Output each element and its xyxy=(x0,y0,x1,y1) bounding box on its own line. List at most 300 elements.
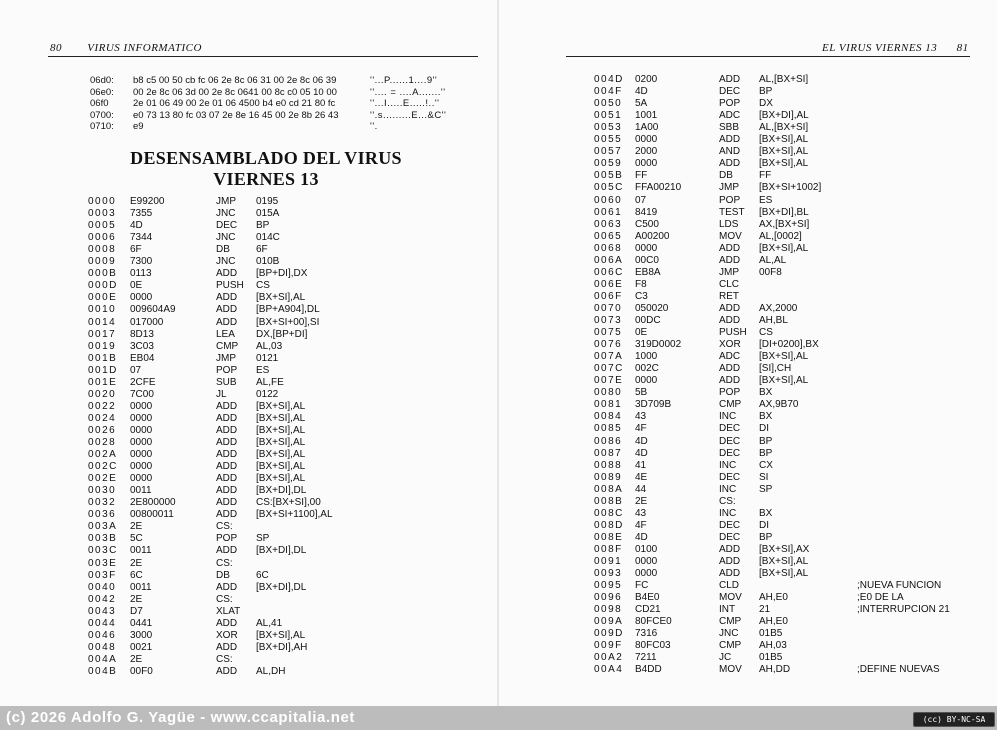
listing-address: 004B xyxy=(88,665,118,677)
listing-address: 009A xyxy=(594,616,624,628)
listing-opcode-bytes: FF xyxy=(635,170,648,182)
listing-mnemonic: LDS xyxy=(719,218,739,230)
listing-mnemonic: ADD xyxy=(216,461,238,473)
listing-mnemonic: SBB xyxy=(719,122,740,134)
listing-opcode-bytes: 319D0002 xyxy=(635,339,682,351)
listing-opcode-bytes: 0E xyxy=(635,327,648,339)
listing-mnemonic: JNC xyxy=(216,256,236,268)
listing-address: 006A xyxy=(594,254,624,266)
listing-opcode-bytes: 8419 xyxy=(635,206,658,218)
listing-opcode-bytes: 7C00 xyxy=(130,388,154,400)
listing-opcode-bytes: 0011 xyxy=(130,545,152,557)
listing-operands: AL,41 xyxy=(256,617,283,629)
license-badge: (cc) BY-NC-SA xyxy=(913,712,995,727)
listing-opcode-bytes: 7316 xyxy=(635,628,658,640)
listing-operands: [BX+SI],AL xyxy=(256,400,306,412)
listing-mnemonic: POP xyxy=(216,364,238,376)
listing-mnemonic: ADD xyxy=(216,665,238,677)
listing-mnemonic: JNC xyxy=(216,232,236,244)
listing-operands: CS xyxy=(256,280,270,292)
listing-operands: DX xyxy=(759,98,773,110)
listing-operands: [BX+DI],DL xyxy=(256,545,307,557)
listing-opcode-bytes: 41 xyxy=(635,459,647,471)
listing-address: 0022 xyxy=(88,400,117,412)
listing-mnemonic: DEC xyxy=(719,519,741,531)
listing-mnemonic: INC xyxy=(719,507,737,519)
listing-address: 0096 xyxy=(594,592,623,604)
listing-mnemonic: INT xyxy=(719,604,736,616)
listing-address: 0088 xyxy=(594,459,623,471)
listing-operands: [BP+DI],DX xyxy=(256,268,308,280)
listing-operands: AL,03 xyxy=(256,340,283,352)
hex-address: 06d0: xyxy=(90,75,114,86)
listing-address: 0050 xyxy=(594,98,623,110)
listing-operands: AL,FE xyxy=(256,376,284,388)
listing-mnemonic: DEC xyxy=(719,531,741,543)
listing-mnemonic: INC xyxy=(719,483,737,495)
listing-opcode-bytes: 43 xyxy=(635,411,647,423)
listing-address: 0084 xyxy=(594,411,623,423)
listing-address: 0081 xyxy=(594,399,623,411)
listing-operands: AX,9B70 xyxy=(759,399,799,411)
listing-address: 000D xyxy=(88,280,118,292)
listing-mnemonic: CMP xyxy=(719,640,742,652)
hex-address: 0700: xyxy=(90,109,114,121)
listing-mnemonic: ADD xyxy=(719,556,741,567)
listing-mnemonic: DEC xyxy=(719,447,741,459)
listing-address: 0091 xyxy=(594,556,623,567)
listing-opcode-bytes: 0000 xyxy=(130,292,153,304)
listing-address: 000E xyxy=(88,292,118,304)
hex-bytes: 2e 01 06 49 00 2e 01 06 4500 b4 e0 cd 21 80 fc xyxy=(133,98,336,109)
listing-mnemonic: INC xyxy=(719,411,737,423)
listing-operands: CS:[BX+SI],00 xyxy=(256,497,321,509)
listing-opcode-bytes: 2000 xyxy=(635,146,658,158)
listing-opcode-bytes: 4D xyxy=(635,435,648,447)
listing-opcode-bytes: E99200 xyxy=(130,196,165,207)
listing-address: 0070 xyxy=(594,302,623,314)
listing-operands: [BP+A904],DL xyxy=(256,304,320,316)
listing-mnemonic: ADD xyxy=(216,424,238,436)
listing-mnemonic: JNC xyxy=(719,628,739,640)
listing-operands: AH,DD xyxy=(759,664,791,676)
listing-operands: [BX+SI+1002] xyxy=(759,182,822,194)
listing-operands: BP xyxy=(759,531,773,543)
listing-address: 00A2 xyxy=(594,652,624,664)
listing-opcode-bytes: 4D xyxy=(635,447,648,459)
listing-opcode-bytes: 0441 xyxy=(130,617,153,629)
hex-address: 0710: xyxy=(90,121,114,132)
listing-mnemonic: ADD xyxy=(216,497,238,509)
listing-mnemonic: AND xyxy=(719,146,741,158)
listing-address: 0017 xyxy=(88,328,117,340)
listing-opcode-bytes: 4D xyxy=(635,86,648,98)
listing-address: 0030 xyxy=(88,485,117,497)
listing-mnemonic: MOV xyxy=(719,592,742,604)
hex-ascii: ''...P......1....9'' xyxy=(370,75,438,86)
hex-address: 06e0: xyxy=(90,86,114,98)
listing-opcode-bytes: C3 xyxy=(635,290,648,302)
listing-opcode-bytes: 80FC03 xyxy=(635,640,671,652)
listing-operands: BX xyxy=(759,411,773,423)
listing-address: 0006 xyxy=(88,232,117,244)
listing-address: 0063 xyxy=(594,218,623,230)
listing-opcode-bytes: 050020 xyxy=(635,302,669,314)
listing-opcode-bytes: 0000 xyxy=(130,473,153,485)
hex-ascii: ''.... = ....A.......'' xyxy=(370,86,446,98)
listing-opcode-bytes: 3000 xyxy=(130,629,153,641)
listing-operands: [SI],CH xyxy=(759,363,792,375)
listing-operands: AX,2000 xyxy=(759,302,798,314)
listing-address: 0048 xyxy=(88,641,117,653)
listing-address: 0093 xyxy=(594,568,623,580)
listing-operands: AL,[BX+SI] xyxy=(759,122,809,134)
listing-mnemonic: DB xyxy=(216,569,230,581)
listing-operands: ES xyxy=(759,194,773,206)
listing-address: 001E xyxy=(88,376,118,388)
hex-bytes: e9 xyxy=(133,121,144,132)
listing-opcode-bytes: 1A00 xyxy=(635,122,659,134)
listing-mnemonic: JL xyxy=(216,388,227,400)
listing-mnemonic: JMP xyxy=(719,182,739,194)
listing-opcode-bytes: 0000 xyxy=(130,449,153,461)
listing-opcode-bytes: 0000 xyxy=(130,400,153,412)
listing-mnemonic: MOV xyxy=(719,230,742,242)
listing-operands: [BX+SI],AL xyxy=(256,461,306,473)
listing-mnemonic: ADD xyxy=(719,242,741,254)
listing-address: 009D xyxy=(594,628,624,640)
listing-mnemonic: DB xyxy=(216,244,230,256)
listing-address: 009F xyxy=(594,640,623,652)
listing-mnemonic: ADD xyxy=(719,74,741,85)
listing-opcode-bytes: 0113 xyxy=(130,268,152,280)
listing-operands: [BX+SI],AL xyxy=(256,412,306,424)
listing-operands: 01B5 xyxy=(759,628,783,640)
listing-operands: AL,DH xyxy=(256,665,286,677)
listing-opcode-bytes: 0000 xyxy=(635,158,658,170)
listing-operands: [BX+SI],AL xyxy=(759,351,809,363)
listing-address: 0046 xyxy=(88,629,117,641)
listing-opcode-bytes: 4E xyxy=(635,471,648,483)
listing-mnemonic: PUSH xyxy=(216,280,244,292)
listing-mnemonic: ADD xyxy=(216,485,238,497)
listing-address: 002A xyxy=(88,449,118,461)
left-running-title: VIRUS INFORMATICO xyxy=(87,42,202,54)
hex-bytes: 00 2e 8c 06 3d 00 2e 8c 0641 00 8c c0 05 10 00 xyxy=(133,86,337,98)
listing-opcode-bytes: 07 xyxy=(130,364,142,376)
listing-mnemonic: ADD xyxy=(216,437,238,448)
listing-opcode-bytes: 43 xyxy=(635,507,647,519)
listing-mnemonic: XOR xyxy=(719,339,741,351)
listing-operands: AL,[BX+SI] xyxy=(759,74,809,85)
listing-mnemonic: CS: xyxy=(216,593,233,605)
listing-address: 0026 xyxy=(88,424,117,436)
listing-address: 0060 xyxy=(594,194,623,206)
listing-address: 008E xyxy=(594,531,624,543)
listing-address: 0005 xyxy=(88,220,117,232)
listing-operands: 015A xyxy=(256,208,280,220)
listing-comment: ;INTERRUPCION 21 xyxy=(857,604,950,616)
listing-operands: [BX+SI],AL xyxy=(256,292,306,304)
hex-bytes: b8 c5 00 50 cb fc 06 2e 8c 06 31 00 2e 8c 06 39 xyxy=(133,75,337,86)
listing-address: 0061 xyxy=(594,206,623,218)
listing-address: 0044 xyxy=(88,617,117,629)
listing-operands: [BX+SI],AL xyxy=(256,473,306,485)
listing-opcode-bytes: 5B xyxy=(635,387,648,399)
listing-mnemonic: TEST xyxy=(719,206,745,218)
listing-mnemonic: RET xyxy=(719,290,739,302)
listing-operands: [BX+SI],AL xyxy=(256,424,306,436)
right-page-number: 81 xyxy=(956,42,969,54)
footer-copyright: (c) 2026 Adolfo G. Yagüe - www.ccapitalia.net xyxy=(6,709,356,726)
listing-mnemonic: JC xyxy=(719,652,732,664)
listing-opcode-bytes: C500 xyxy=(635,218,659,230)
listing-address: 003B xyxy=(88,533,118,545)
left-header-rule xyxy=(48,56,478,57)
listing-address: 0076 xyxy=(594,339,623,351)
listing-opcode-bytes: 8D13 xyxy=(130,328,154,340)
listing-address: 000B xyxy=(88,268,118,280)
listing-operands: [BX+SI],AL xyxy=(759,242,809,254)
listing-operands: CX xyxy=(759,459,773,471)
listing-operands: AL,[0002] xyxy=(759,230,802,242)
listing-mnemonic: ADD xyxy=(216,617,238,629)
listing-address: 0073 xyxy=(594,315,623,326)
listing-opcode-bytes: 2E xyxy=(130,521,143,533)
listing-address: 0020 xyxy=(88,388,117,400)
hex-ascii: ''.s.........E...&C'' xyxy=(370,109,447,121)
listing-mnemonic: CLC xyxy=(719,278,740,290)
listing-mnemonic: DEC xyxy=(719,86,741,98)
listing-operands: [BX+DI],AL xyxy=(759,110,809,122)
listing-address: 003E xyxy=(88,557,118,569)
listing-mnemonic: POP xyxy=(719,387,741,399)
listing-opcode-bytes: 7344 xyxy=(130,232,153,244)
listing-address: 008B xyxy=(594,495,624,507)
listing-opcode-bytes: FC xyxy=(635,580,649,592)
listing-operands: [BX+DI],DL xyxy=(256,485,307,497)
listing-address: 003A xyxy=(88,521,118,533)
listing-mnemonic: PUSH xyxy=(719,327,747,339)
listing-operands: DI xyxy=(759,519,769,531)
listing-opcode-bytes: 0021 xyxy=(130,641,153,653)
listing-mnemonic: POP xyxy=(719,98,741,110)
listing-address: 0032 xyxy=(88,497,117,509)
listing-mnemonic: DEC xyxy=(719,423,741,435)
listing-opcode-bytes: 2E xyxy=(635,495,648,507)
listing-operands: 00F8 xyxy=(759,266,782,278)
listing-operands: FF xyxy=(759,170,772,182)
listing-opcode-bytes: 0000 xyxy=(130,412,153,424)
listing-opcode-bytes: 4F xyxy=(635,423,647,435)
listing-mnemonic: CMP xyxy=(719,616,742,628)
listing-operands: [BX+SI],AL xyxy=(256,449,306,461)
listing-address: 0053 xyxy=(594,122,623,134)
listing-operands: [BX+SI],AL xyxy=(256,437,306,448)
listing-mnemonic: ADD xyxy=(216,316,238,328)
listing-mnemonic: ADD xyxy=(216,641,238,653)
listing-opcode-bytes: 6C xyxy=(130,569,143,581)
listing-mnemonic: ADD xyxy=(719,134,741,146)
listing-opcode-bytes: 3C03 xyxy=(130,340,154,352)
listing-address: 0075 xyxy=(594,327,623,339)
listing-address: 008D xyxy=(594,519,624,531)
listing-operands: 6F xyxy=(256,244,268,256)
listing-mnemonic: POP xyxy=(216,533,238,545)
listing-opcode-bytes: D7 xyxy=(130,605,143,617)
listing-address: 0019 xyxy=(88,340,117,352)
listing-mnemonic: ADD xyxy=(216,292,238,304)
listing-operands: 0122 xyxy=(256,388,279,400)
listing-mnemonic: ADD xyxy=(719,375,741,387)
listing-operands: [BX+SI],AX xyxy=(759,543,810,555)
listing-opcode-bytes: 0E xyxy=(130,280,143,292)
listing-address: 0086 xyxy=(594,435,623,447)
listing-operands: [BX+SI],AL xyxy=(256,629,306,641)
listing-mnemonic: ADD xyxy=(719,568,741,580)
listing-mnemonic: JNC xyxy=(216,208,236,220)
listing-opcode-bytes: 2E xyxy=(130,653,143,665)
listing-opcode-bytes: B4E0 xyxy=(635,592,660,604)
listing-operands: [BX+SI],AL xyxy=(759,556,809,567)
listing-address: 0024 xyxy=(88,412,117,424)
listing-mnemonic: CMP xyxy=(719,399,742,411)
listing-opcode-bytes: 2E xyxy=(130,593,143,605)
listing-mnemonic: SUB xyxy=(216,376,237,388)
listing-opcode-bytes: 0200 xyxy=(635,74,658,85)
listing-mnemonic: MOV xyxy=(719,664,742,676)
listing-operands: AH,BL xyxy=(759,315,788,326)
listing-address: 0089 xyxy=(594,471,623,483)
listing-opcode-bytes: 00800011 xyxy=(130,509,174,521)
listing-opcode-bytes: 0000 xyxy=(130,424,153,436)
listing-operands: BP xyxy=(759,447,773,459)
listing-opcode-bytes: EB04 xyxy=(130,352,155,364)
listing-opcode-bytes: 6F xyxy=(130,244,142,256)
listing-opcode-bytes: 0000 xyxy=(635,242,658,254)
listing-mnemonic: ADD xyxy=(719,363,741,375)
listing-mnemonic: CS: xyxy=(216,653,233,665)
listing-opcode-bytes: B4DD xyxy=(635,664,662,676)
listing-operands: CS xyxy=(759,327,773,339)
listing-operands: AX,[BX+SI] xyxy=(759,218,810,230)
listing-address: 006F xyxy=(594,290,623,302)
listing-opcode-bytes: 7300 xyxy=(130,256,153,268)
listing-address: 005C xyxy=(594,182,624,194)
listing-address: 0057 xyxy=(594,146,623,158)
listing-operands: 21 xyxy=(759,604,771,616)
listing-address: 0043 xyxy=(88,605,117,617)
listing-opcode-bytes: 2E800000 xyxy=(130,497,176,509)
listing-operands: [BX+DI],DL xyxy=(256,581,307,593)
listing-address: 007E xyxy=(594,375,624,387)
listing-opcode-bytes: 4D xyxy=(635,531,648,543)
listing-opcode-bytes: 7355 xyxy=(130,208,153,220)
listing-opcode-bytes: 0011 xyxy=(130,485,152,497)
listing-mnemonic: ADD xyxy=(216,412,238,424)
listing-opcode-bytes: 80FCE0 xyxy=(635,616,672,628)
left-page-header xyxy=(50,42,202,54)
listing-address: 0068 xyxy=(594,242,623,254)
listing-address: 0098 xyxy=(594,604,623,616)
listing-operands: [BX+SI],AL xyxy=(759,568,809,580)
listing-operands: 01B5 xyxy=(759,652,783,664)
listing-mnemonic: LEA xyxy=(216,328,235,340)
listing-opcode-bytes: CD21 xyxy=(635,604,661,616)
listing-mnemonic: JMP xyxy=(216,196,236,207)
listing-operands: BP xyxy=(759,435,773,447)
listing-operands: DI xyxy=(759,423,769,435)
listing-opcode-bytes: FFA00210 xyxy=(635,182,682,194)
listing-mnemonic: ADD xyxy=(216,400,238,412)
listing-operands: 0121 xyxy=(256,352,279,364)
listing-mnemonic: ADD xyxy=(216,304,238,316)
listing-opcode-bytes: 00C0 xyxy=(635,254,659,266)
listing-mnemonic: ADD xyxy=(719,315,741,326)
listing-operands: BP xyxy=(759,86,773,98)
listing-operands: BP xyxy=(256,220,270,232)
listing-opcode-bytes: F8 xyxy=(635,278,647,290)
listing-address: 004D xyxy=(594,74,624,85)
listing-operands: [BX+SI],AL xyxy=(759,146,809,158)
listing-address: 007A xyxy=(594,351,624,363)
listing-operands: 010B xyxy=(256,256,280,268)
listing-mnemonic: CS: xyxy=(216,521,233,533)
listing-mnemonic: ADD xyxy=(216,473,238,485)
listing-mnemonic: JMP xyxy=(216,352,236,364)
listing-opcode-bytes: 0000 xyxy=(130,437,153,448)
listing-operands: 6C xyxy=(256,569,269,581)
listing-opcode-bytes: 5A xyxy=(635,98,648,110)
listing-operands: SI xyxy=(759,471,769,483)
hex-ascii: ''...I.....E.....!..'' xyxy=(370,98,440,109)
listing-address: 008F xyxy=(594,543,623,555)
listing-mnemonic: INC xyxy=(719,459,737,471)
listing-address: 006E xyxy=(594,278,624,290)
listing-opcode-bytes: A00200 xyxy=(635,230,670,242)
listing-opcode-bytes: 2CFE xyxy=(130,376,156,388)
listing-operands: [BX+SI],AL xyxy=(759,134,809,146)
listing-operands: AH,03 xyxy=(759,640,787,652)
listing-operands: [BX+DI],AH xyxy=(256,641,308,653)
listing-operands: AH,E0 xyxy=(759,592,788,604)
listing-address: 007C xyxy=(594,363,624,375)
listing-address: 0055 xyxy=(594,134,623,146)
listing-address: 0065 xyxy=(594,230,623,242)
listing-address: 0008 xyxy=(88,244,117,256)
listing-address: 0040 xyxy=(88,581,117,593)
listing-mnemonic: DB xyxy=(719,170,733,182)
hex-address: 06f0 xyxy=(90,98,109,109)
listing-operands: DX,[BP+DI] xyxy=(256,328,308,340)
listing-operands: ES xyxy=(256,364,270,376)
listing-opcode-bytes: 1001 xyxy=(635,110,658,122)
listing-address: 003C xyxy=(88,545,118,557)
listing-opcode-bytes: 07 xyxy=(635,194,647,206)
listing-comment: ;DEFINE NUEVAS xyxy=(857,664,940,676)
listing-operands: [BX+SI+00],SI xyxy=(256,316,320,328)
hex-ascii: ''. xyxy=(370,121,378,132)
listing-opcode-bytes: 44 xyxy=(635,483,647,495)
listing-mnemonic: XLAT xyxy=(216,605,241,617)
listing-opcode-bytes: 0011 xyxy=(130,581,152,593)
listing-address: 001D xyxy=(88,364,118,376)
listing-address: 003F xyxy=(88,569,117,581)
listing-mnemonic: ADD xyxy=(719,158,741,170)
listing-mnemonic: ADC xyxy=(719,351,741,363)
listing-operands: SP xyxy=(759,483,773,495)
listing-mnemonic: POP xyxy=(719,194,741,206)
